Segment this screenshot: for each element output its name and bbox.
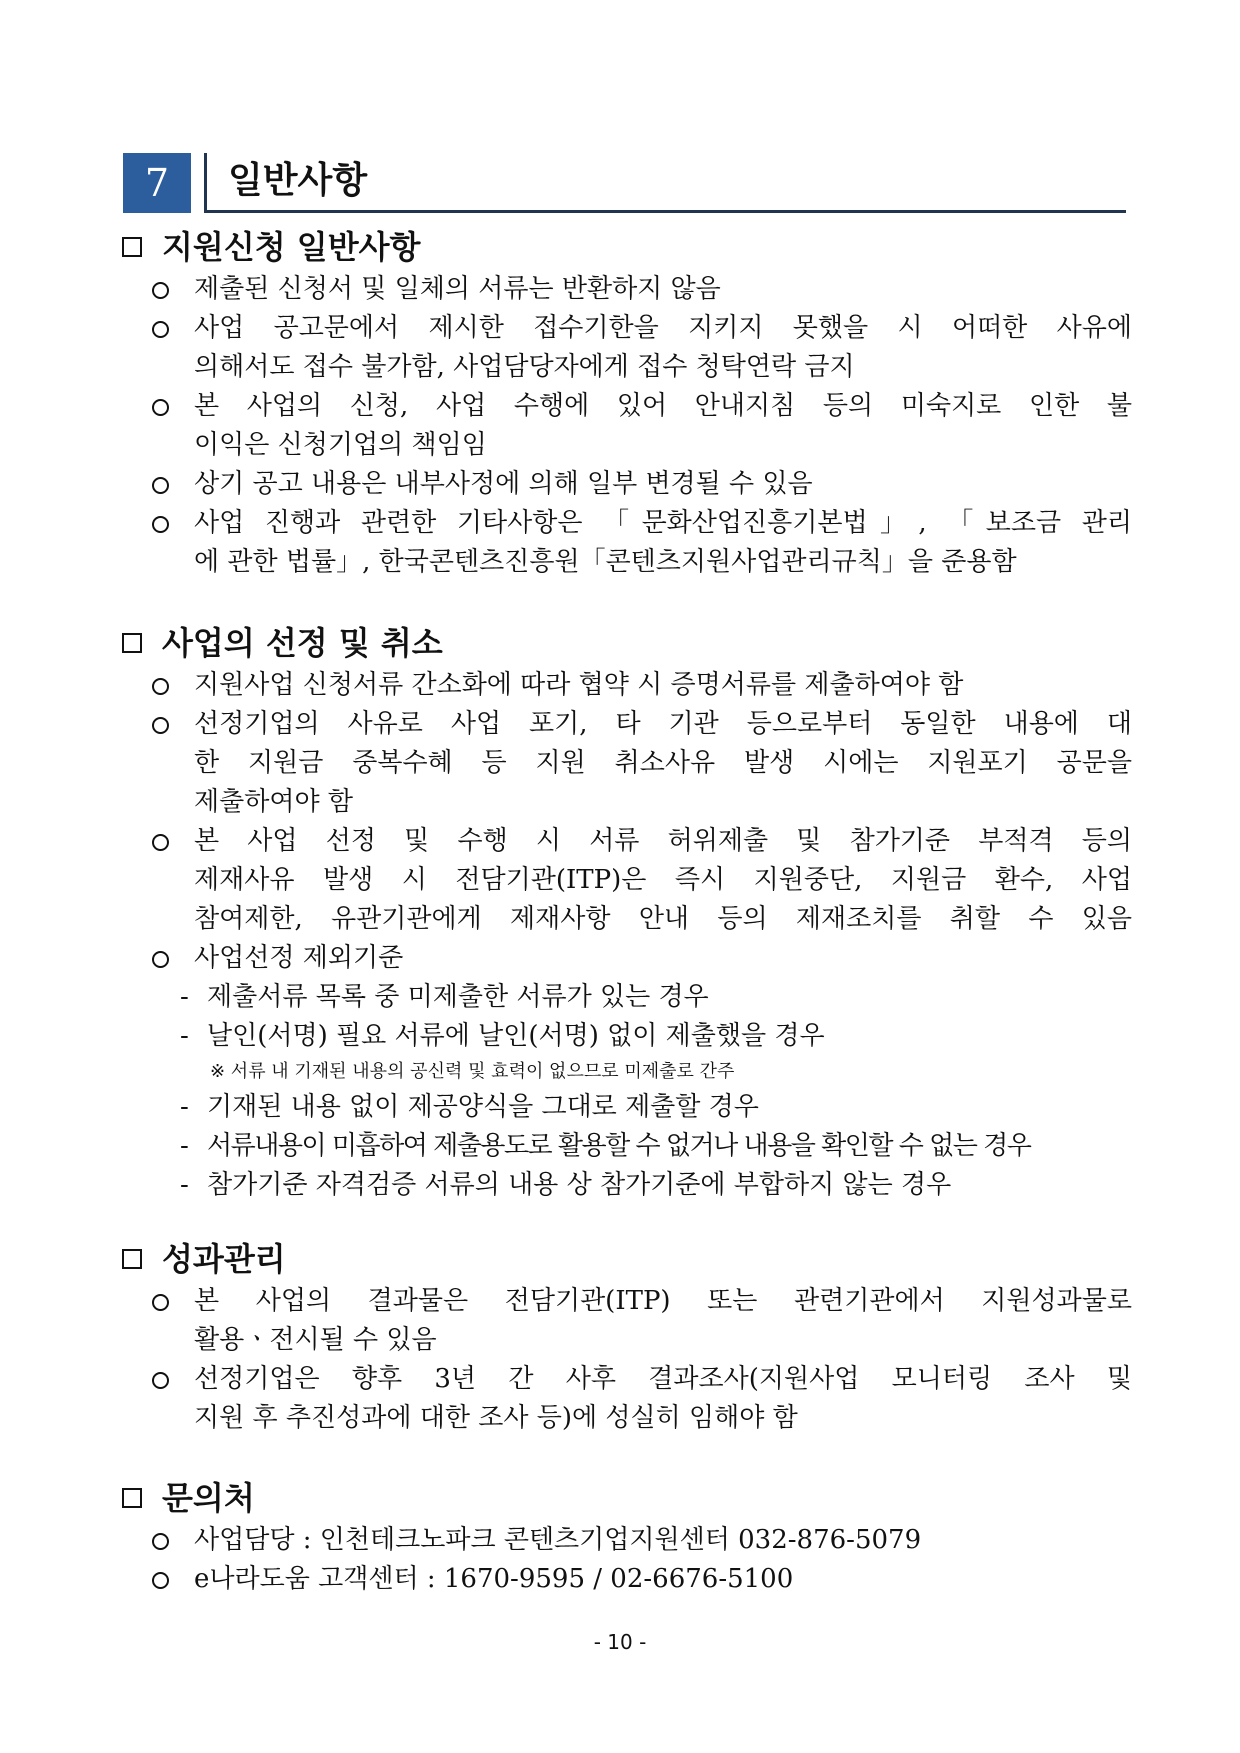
section-number-badge: 7 xyxy=(123,153,191,213)
section-selection-cancellation xyxy=(122,620,1132,1205)
circle-bullet-icon xyxy=(152,399,169,416)
list-item: 선정기업은 향후 3년 간 사후 결과조사(지원사업 모니터링 조사 및 지원 후 추진성과에 대한 조사 등)에 성실히 임해야 함 xyxy=(122,1360,1132,1438)
circle-bullet-icon xyxy=(152,321,169,338)
sub-list-item: - 참가기준 자격검증 서류의 내용 상 참가기준에 부합하지 않는 경우 xyxy=(180,1170,952,1200)
sub-list-item: - 제출서류 목록 중 미제출한 서류가 있는 경우 xyxy=(180,982,709,1012)
sub-list-item: - 서류내용이 미흡하여 제출용도로 활용할 수 없거나 내용을 확인할 수 없는 경우 xyxy=(180,1131,1031,1161)
square-bullet-icon xyxy=(122,1249,142,1269)
section-contact xyxy=(122,1475,1132,1599)
circle-bullet-icon xyxy=(152,282,169,299)
list-item: 본 사업 선정 및 수행 시 서류 허위제출 및 참가기준 부적격 등의 제재사유 발생 시 전담기관(ITP)은 즉시 지원중단, 지원금 환수, 사업 참여제한, 유관기관에게 제재사항 안내 등의 제재조치를 취할 수 있음 xyxy=(122,822,1132,939)
circle-bullet-icon xyxy=(152,1294,169,1311)
list-item: 본 사업의 신청, 사업 수행에 있어 안내지침 등의 미숙지로 인한 불 이익은 신청기업의 책임임 xyxy=(122,387,1132,465)
section-performance xyxy=(122,1236,1132,1438)
list-item: 지원사업 신청서류 간소화에 따라 협약 시 증명서류를 제출하여야 함 xyxy=(122,666,1132,705)
section-title: 지원신청 일반사항 xyxy=(122,224,1132,270)
page-title: 일반사항 xyxy=(228,160,368,201)
note: ※ 서류 내 기재된 내용의 공신력 및 효력이 없으므로 미제출로 간주 xyxy=(210,1061,735,1082)
list-item: 사업선정 제외기준 xyxy=(122,939,1132,978)
section-title: 성과관리 xyxy=(122,1236,1132,1282)
circle-bullet-icon xyxy=(152,1533,169,1550)
square-bullet-icon xyxy=(122,633,142,653)
page-number: - 10 - xyxy=(593,1630,647,1654)
square-bullet-icon xyxy=(122,237,142,257)
list-item: 사업 진행과 관련한 기타사항은 「문화산업진흥기본법」, 「보조금 관리 에 관한 법률」, 한국콘텐츠진흥원「콘텐츠지원사업관리규칙」을 준용함 xyxy=(122,504,1132,582)
section-title: 사업의 선정 및 취소 xyxy=(122,620,1132,666)
list-item: 사업담당 : 인천테크노파크 콘텐츠기업지원센터 032-876-5079 xyxy=(122,1521,1132,1560)
list-item: 제출된 신청서 및 일체의 서류는 반환하지 않음 xyxy=(122,270,1132,309)
circle-bullet-icon xyxy=(152,951,169,968)
section-application-general xyxy=(122,224,1132,582)
list-item: e나라도움 고객센터 : 1670-9595 / 02-6676-5100 xyxy=(122,1560,1132,1599)
circle-bullet-icon xyxy=(152,678,169,695)
circle-bullet-icon xyxy=(152,834,169,851)
list-item: 상기 공고 내용은 내부사정에 의해 일부 변경될 수 있음 xyxy=(122,465,1132,504)
header-underline xyxy=(204,210,1126,213)
circle-bullet-icon xyxy=(152,1572,169,1589)
circle-bullet-icon xyxy=(152,1372,169,1389)
square-bullet-icon xyxy=(122,1488,142,1508)
section-header xyxy=(123,153,1126,213)
header-divider xyxy=(204,153,207,213)
section-title: 문의처 xyxy=(122,1475,1132,1521)
circle-bullet-icon xyxy=(152,477,169,494)
circle-bullet-icon xyxy=(152,717,169,734)
sub-list-item: - 날인(서명) 필요 서류에 날인(서명) 없이 제출했을 경우 xyxy=(180,1021,825,1051)
sub-list-item: - 기재된 내용 없이 제공양식을 그대로 제출할 경우 xyxy=(180,1092,759,1122)
circle-bullet-icon xyxy=(152,516,169,533)
list-item: 선정기업의 사유로 사업 포기, 타 기관 등으로부터 동일한 내용에 대 한 지원금 중복수혜 등 지원 취소사유 발생 시에는 지원포기 공문을 제출하여야 함 xyxy=(122,705,1132,822)
list-item: 사업 공고문에서 제시한 접수기한을 지키지 못했을 시 어떠한 사유에 의해서도 접수 불가함, 사업담당자에게 접수 청탁연락 금지 xyxy=(122,309,1132,387)
list-item: 본 사업의 결과물은 전담기관(ITP) 또는 관련기관에서 지원성과물로 활용ㆍ전시될 수 있음 xyxy=(122,1282,1132,1360)
